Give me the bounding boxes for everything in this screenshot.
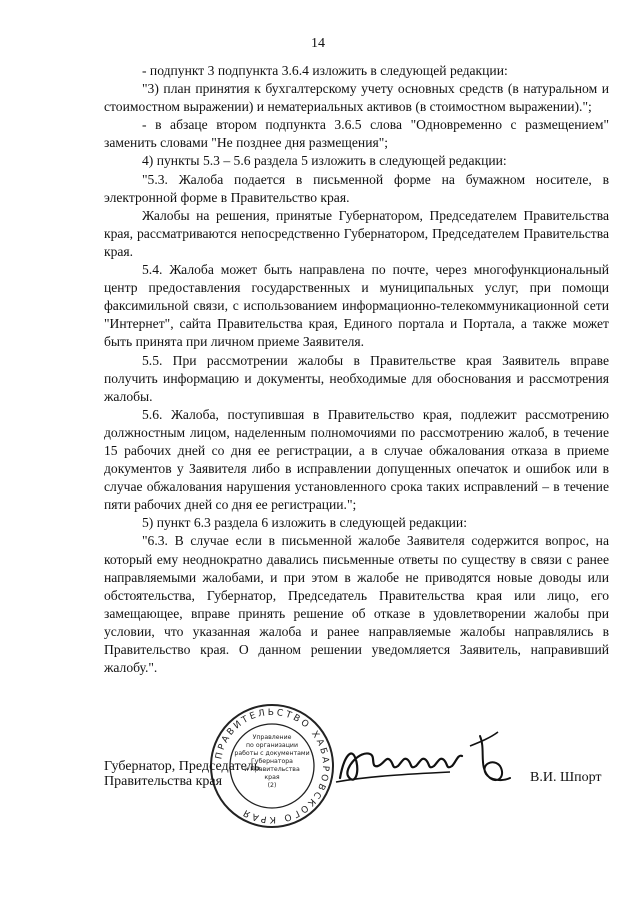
signatory-position	[104, 759, 260, 789]
paragraph: "6.3. В случае если в письменной жалобе Заявителя содержится вопрос, на который ему неоднократно давались письменные ответы по существу в связи с ранее направляемыми жалобами, и при этом в жалобе не приводятся новые доводы или обстоятельства, Губернатор, Председатель Правительства края или лицо, его замещающее, вправе принять решение об отказе в удовлетворении жалобы при условии, что указанная жалоба и ранее направляемые жалобы направлялись в Правительство края. О данном решении уведомляется Заявитель, направивший жалобу.".	[104, 533, 609, 676]
seal-center-line: Губернатора	[251, 758, 293, 765]
signatory-name: В.И. Шпорт	[530, 770, 602, 785]
paragraph: 5) пункт 6.3 раздела 6 изложить в следующей редакции:	[142, 515, 467, 531]
paragraph: 5.4. Жалоба может быть направлена по почте, через многофункциональный центр предоставления государственных и муниципальных услуг, при помощи факсимильной связи, с использованием информационно-телекоммуникационной сети "Интернет", сайта Правительства края, Единого портала и Портала, а также может быть принята при личном приеме Заявителя.	[104, 262, 609, 350]
seal-center-line: (2)	[267, 782, 277, 789]
paragraph: 5.5. При рассмотрении жалобы в Правительстве края Заявитель вправе получить информацию и документы, необходимые для обоснования и рассмотрения жалобы.	[104, 352, 609, 404]
paragraph: 5.6. Жалоба, поступившая в Правительство края, подлежит рассмотрению должностным лицом, наделенным полномочиями по рассмотрению жалоб, в течение 15 рабочих дней со дня ее регистрации, а в случае обжалования отказа в приеме документов у Заявителя либо в исправлении допущенных опечаток и ошибок или в случае обжалования нарушения установленного срока таких исправлений – в течение пяти рабочих дней со дня ее регистрации.";	[104, 406, 609, 513]
paragraph: "5.3. Жалоба подается в письменной форме на бумажном носителе, в электронной форме в Правительство края.	[104, 171, 609, 205]
seal-center-line: и Правительства	[244, 766, 300, 773]
page-number: 14	[311, 36, 325, 51]
paragraph: - подпункт 3 подпункта 3.6.4 изложить в следующей редакции:	[142, 63, 508, 78]
paragraph: - в абзаце втором подпункта 3.6.5 слова "Одновременно с размещением" заменить словами "Не позднее дня размещения";	[104, 117, 609, 151]
paragraph: "3) план принятия к бухгалтерскому учету основных средств (в натуральном и стоимостном выражении) и нематериальных активов (в стоимостном выражении).";	[104, 81, 609, 115]
signatory-position-line: Правительства края	[104, 774, 223, 789]
handwritten-signature	[330, 716, 530, 796]
paragraph: Жалобы на решения, принятые Губернатором, Председателем Правительства края, рассматриваются непосредственно Губернатором, Председателем Правительства края.	[104, 207, 609, 259]
seal-ring-text: ПРАВИТЕЛЬСТВО ХАБАРОВСКОГО КРАЯ	[214, 707, 331, 825]
seal-center-line: по организации	[246, 742, 298, 749]
seal-center-line: работы с документами	[234, 750, 310, 757]
paragraph: 4) пункты 5.3 – 5.6 раздела 5 изложить в следующей редакции:	[142, 153, 507, 169]
seal-center-line: Управление	[252, 734, 292, 741]
seal-center-line: края	[264, 774, 280, 781]
signatory-position-line: Губернатор, Председатель	[104, 759, 261, 774]
